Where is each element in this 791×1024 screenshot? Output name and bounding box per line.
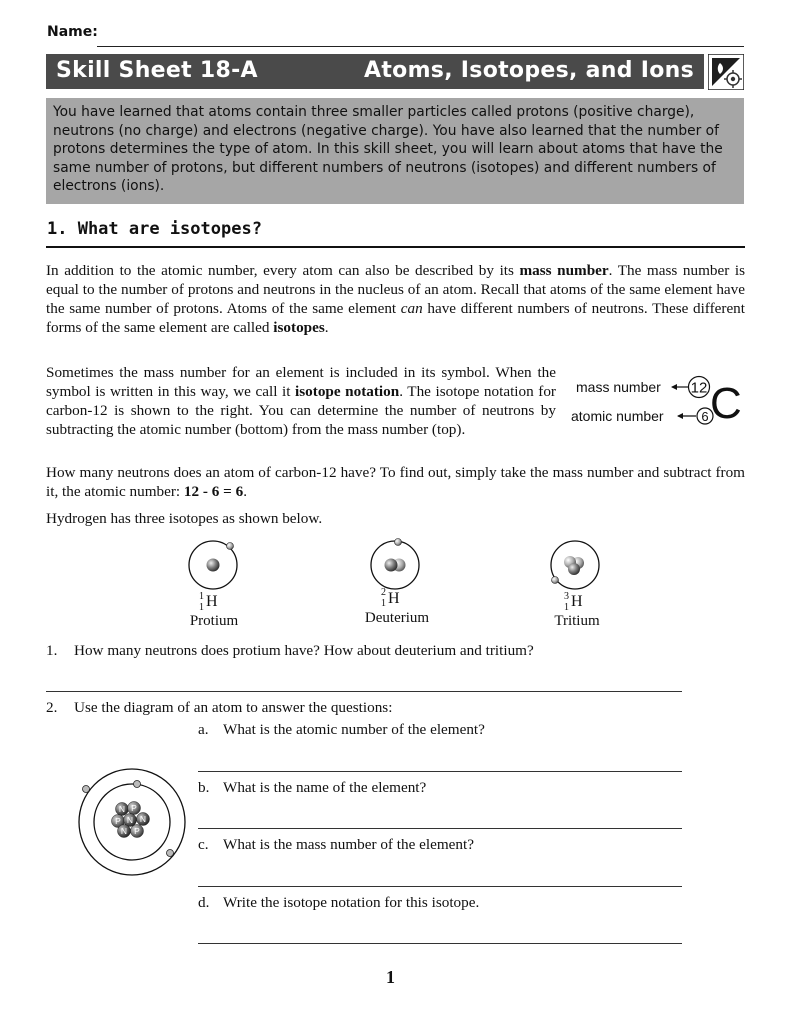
nucleus-neutron-label: N xyxy=(118,804,126,814)
title-bar xyxy=(46,54,704,89)
deuterium-mass-number: 2 xyxy=(381,587,386,598)
tritium-mass-number: 3 xyxy=(564,591,569,602)
intro-box: You have learned that atoms contain three smaller particles called protons (positive charge), neutrons (no charge) and electrons (negative charge). You have also learned that the number of protons determines the type of atom. In this skill sheet, you will learn about atoms that have the same number of protons, but different numbers of neutrons (isotopes) and different numbers of electrons (ions). xyxy=(46,98,744,204)
name-label: Name: xyxy=(47,24,98,40)
question-2-text: Use the diagram of an atom to answer the questions: xyxy=(74,699,393,716)
question-2d-letter: d. xyxy=(198,894,210,911)
paragraph-carbon-example: How many neutrons does an atom of carbon-12 have? To find out, simply take the mass number and subtract from it, the atomic number: 12 - 6 = 6. xyxy=(46,464,745,500)
protium-label: Protium xyxy=(189,613,239,629)
question-2c-letter: c. xyxy=(198,836,209,853)
question-2c-answer-line[interactable] xyxy=(198,886,682,887)
question-1-number: 1. xyxy=(46,642,58,659)
protium-atomic-number: 1 xyxy=(199,602,204,613)
section-title: 1. What are isotopes? xyxy=(47,219,262,239)
paragraph-mass-number: In addition to the atomic number, every atom can also be described by its mass number. The mass number is equal to the number of protons and neutrons in the nucleus of an atom. Recall that atoms of the same element have the same number of protons. Atoms of the same element can have different numbers of neutrons. These different forms of the same element are called isotopes. xyxy=(46,262,745,336)
question-2b-letter: b. xyxy=(198,779,210,796)
question-2-number: 2. xyxy=(46,699,58,716)
deuterium-symbol: H xyxy=(388,590,400,607)
mass-number-label: mass number xyxy=(576,379,661,395)
lithium-atom-diagram xyxy=(76,766,188,878)
protium-atom-diagram xyxy=(186,538,240,592)
protium-symbol: H xyxy=(206,593,218,610)
protium-mass-number: 1 xyxy=(199,591,204,602)
question-1-answer-line[interactable] xyxy=(46,691,682,692)
paragraph-isotope-notation: Sometimes the mass number for an element is included in its symbol. When the symbol is written in this way, we call it isotope notation. The isotope notation for carbon-12 is shown to the right. You can determine the number of neutrons by subtracting the atomic number (bottom) from the mass number (top). xyxy=(46,364,556,438)
question-2d-text: Write the isotope notation for this isotope. xyxy=(223,894,480,911)
name-input-line[interactable] xyxy=(97,46,744,47)
question-2b-text: What is the name of the element? xyxy=(223,779,427,796)
isotope-notation-diagram xyxy=(568,370,748,432)
nucleus-proton-label: P xyxy=(115,816,121,826)
question-2a-answer-line[interactable] xyxy=(198,771,682,772)
nucleus-proton-label: P xyxy=(134,826,140,836)
mass-number-value: 12 xyxy=(690,379,708,397)
atomic-number-label: atomic number xyxy=(571,408,664,424)
publisher-logo-icon xyxy=(708,54,744,90)
deuterium-atomic-number: 1 xyxy=(381,598,386,609)
nucleus-proton-label: P xyxy=(131,803,137,813)
topic-title: Atoms, Isotopes, and Ions xyxy=(364,58,694,83)
atomic-number-value: 6 xyxy=(701,409,709,424)
question-2d-answer-line[interactable] xyxy=(198,943,682,944)
tritium-atom-diagram xyxy=(548,538,602,592)
tritium-label: Tritium xyxy=(554,613,600,629)
page-number: 1 xyxy=(386,967,395,987)
question-2a-letter: a. xyxy=(198,721,209,738)
question-2b-answer-line[interactable] xyxy=(198,828,682,829)
nucleus-neutron-label: N xyxy=(139,814,147,824)
nucleus-neutron-label: N xyxy=(120,826,128,836)
deuterium-atom-diagram xyxy=(368,538,422,592)
question-1-text: How many neutrons does protium have? How about deuterium and tritium? xyxy=(74,642,534,659)
nucleus-neutron-label: N xyxy=(126,815,134,825)
tritium-symbol: H xyxy=(571,593,583,610)
question-2a-text: What is the atomic number of the element? xyxy=(223,721,485,738)
tritium-atomic-number: 1 xyxy=(564,602,569,613)
paragraph-hydrogen-intro: Hydrogen has three isotopes as shown below. xyxy=(46,510,323,527)
question-2c-text: What is the mass number of the element? xyxy=(223,836,474,853)
element-symbol: C xyxy=(710,379,742,428)
section-divider xyxy=(46,246,745,248)
skill-sheet-title: Skill Sheet 18-A xyxy=(56,58,258,83)
deuterium-label: Deuterium xyxy=(364,610,430,626)
